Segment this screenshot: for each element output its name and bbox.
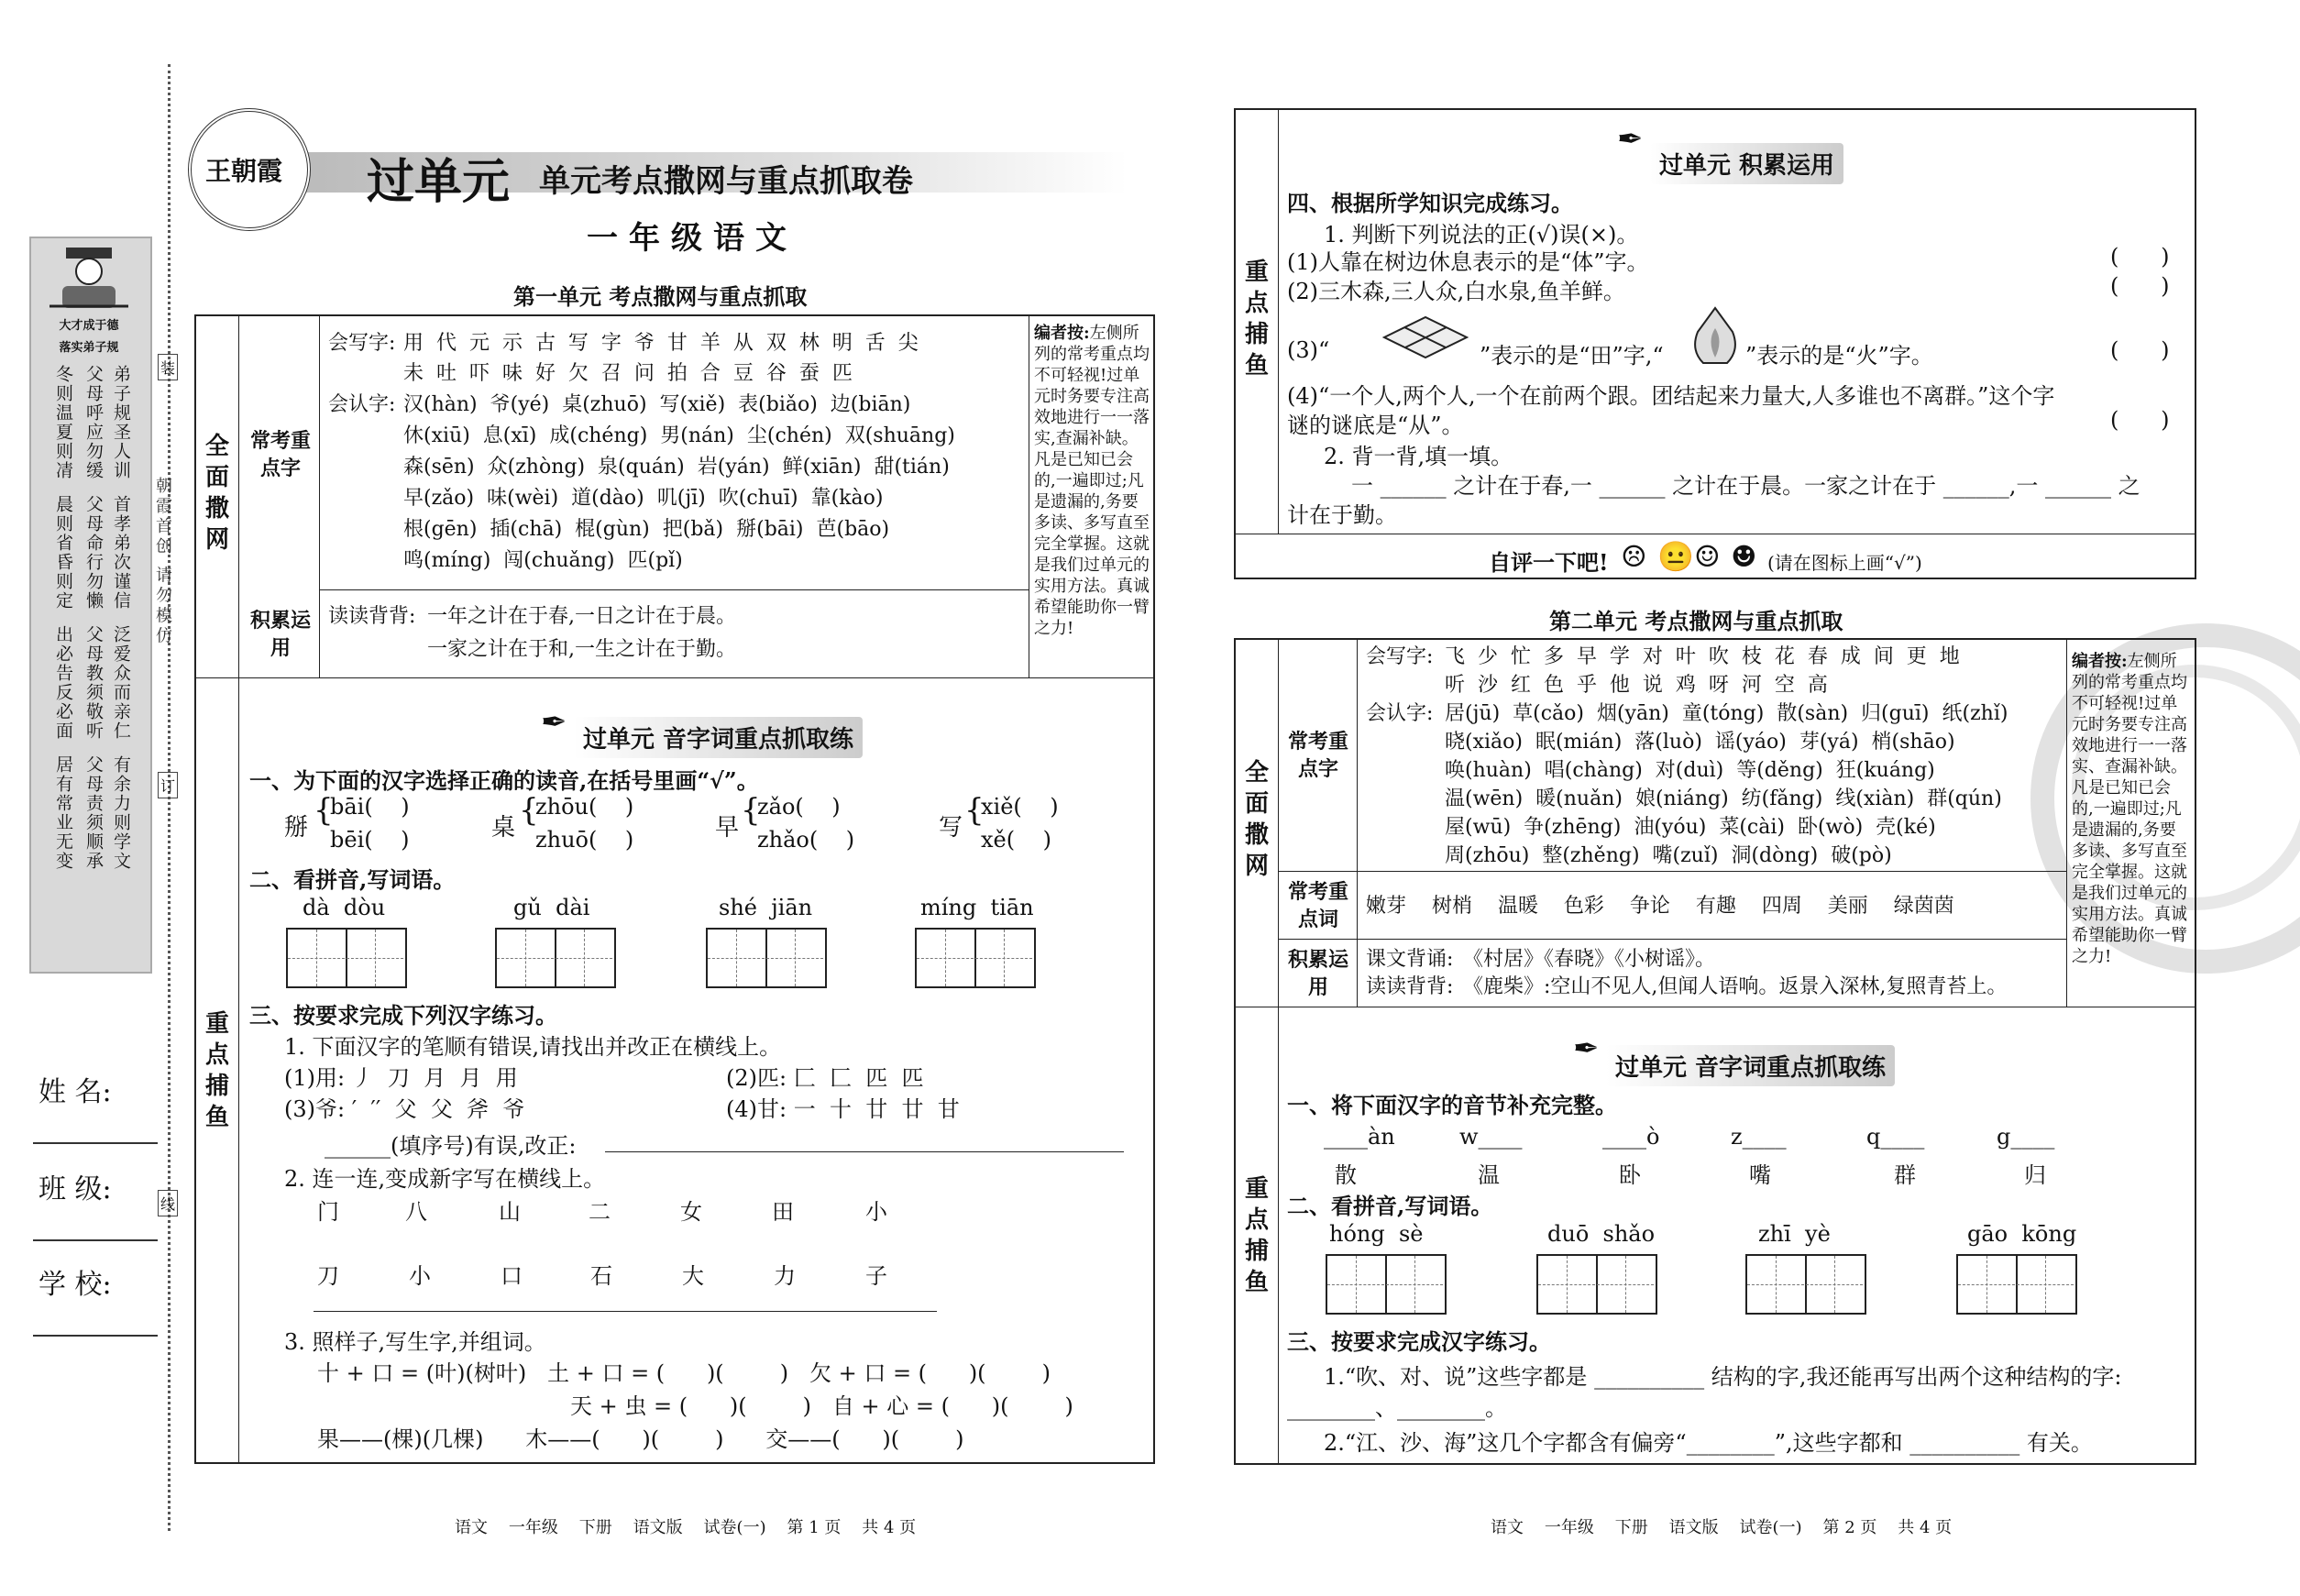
unit1-read-line: 根(gēn) 插(chā) 棍(gùn) 把(bǎ) 掰(bāi) 芭(bāo) [403, 518, 890, 541]
unit1-col-all: 全面撒网 [204, 433, 229, 554]
right-col-focus: 重点捕鱼 [1244, 259, 1269, 380]
connect-char[interactable]: 八 [405, 1199, 427, 1225]
motto-col: 居有常业无变 [53, 755, 73, 871]
banner-title-main: 过单元 [367, 154, 511, 210]
pinyin-blank[interactable]: ____àn [1324, 1124, 1395, 1150]
q3-1e: ______(填序号)有误,改正: [325, 1133, 577, 1159]
q3-3-line: 天 + 虫 = ( )( ) 自 + 心 = ( )( ) [570, 1393, 1073, 1419]
q1-option[interactable]: zhuō( ) [535, 827, 634, 853]
q4: 四、根据所学知识完成练习。 [1287, 190, 1573, 216]
q3-1: 1. 下面汉字的笔顺有错误,请找出并改正在横线上。 [284, 1034, 782, 1060]
divider [1278, 638, 1279, 1463]
footer-left: 语文 一年级 下册 语文版 试卷(一) 第 1 页 共 4 页 [455, 1518, 917, 1537]
unit1-q3: 三、按要求完成下列汉字练习。 [249, 1002, 557, 1029]
selfcheck-label: 自评一下吧! [1489, 549, 1609, 576]
motto-col: 父母呼应勿缓 [83, 365, 104, 480]
divider [238, 314, 239, 1462]
connect-char[interactable]: 女 [680, 1199, 702, 1225]
pinyin-blank[interactable]: z____ [1731, 1124, 1787, 1150]
unit2-q3-1: 1.“吹、对、说”这些字都是 __________ 结构的字,我还能再写出两个这种结构的字: [1324, 1364, 2122, 1390]
connect-char[interactable]: 石 [590, 1263, 612, 1289]
motto-col: 父母教须敬听 [83, 625, 104, 741]
pinyin-blank[interactable]: w____ [1459, 1124, 1523, 1150]
q1-char: 嘴 [1749, 1162, 1771, 1188]
q2-pinyin: hóng sè [1329, 1221, 1424, 1247]
connect-char[interactable]: 小 [409, 1263, 431, 1289]
banner-title [367, 143, 510, 212]
writing-grid[interactable] [1326, 1254, 1447, 1315]
q2-pinyin: gāo kōng [1967, 1221, 2077, 1247]
motto-col: 弟子规圣人训 [111, 365, 131, 480]
pinyin-blank[interactable]: q____ [1866, 1124, 1925, 1150]
q1-option[interactable]: bāi( ) [330, 794, 410, 820]
q1-char: 掰 [284, 814, 309, 842]
motto-title-2: 落实弟子规 [59, 341, 119, 355]
q4-1a: (1)人靠在树边休息表示的是“体”字。 [1287, 249, 1649, 275]
answer-line[interactable] [314, 1311, 937, 1312]
unit1-read-line: 休(xiū) 息(xī) 成(chéng) 男(nán) 尘(chén) 双(shuāng) [403, 424, 955, 447]
connect-char[interactable]: 二 [589, 1199, 611, 1225]
q2-pinyin: míng tiān [920, 895, 1034, 920]
unit1-recite-line: 一年之计在于春,一日之计在于晨。 [427, 605, 736, 628]
q1-option[interactable]: xě( ) [981, 827, 1051, 853]
unit2-kw-label: 课文背诵: [1366, 948, 1454, 971]
note-head: 编者按: [1034, 324, 1090, 343]
unit2-dd: 《鹿柴》:空山不见人,但闻人语响。返景入深林,复照青苔上。 [1463, 975, 2008, 998]
q4-2b: 计在于勤。 [1287, 502, 1397, 528]
writing-grid[interactable] [1745, 1254, 1866, 1315]
unit2-dd-label: 读读背背: [1366, 975, 1454, 998]
name-field[interactable] [33, 1142, 158, 1144]
divider [1278, 939, 2066, 940]
unit2-q3-2: 2.“江、沙、海”这几个字都含有偏旁“________”,这些字都和 __________ 有关。 [1324, 1430, 2093, 1456]
brace-icon: { [741, 792, 761, 829]
grade-title: 一年级语文 [587, 220, 798, 257]
unit2-write-line: 飞 少 忙 多 早 学 对 叶 吹 枝 花 春 成 间 更 地 [1445, 645, 1960, 668]
binding-seal: 订 [158, 772, 178, 798]
q1-char: 桌 [491, 814, 516, 842]
note-head: 编者按: [2072, 652, 2128, 671]
connect-char[interactable]: 刀 [317, 1263, 339, 1289]
quill-icon: ✒ [1573, 1030, 1600, 1067]
unit2-q3-1b[interactable]: ________、________。 [1287, 1395, 1507, 1421]
connect-char[interactable]: 小 [865, 1199, 887, 1225]
class-field[interactable] [33, 1239, 158, 1241]
brace-icon: { [964, 792, 985, 829]
writing-grid[interactable] [1536, 1254, 1657, 1315]
unit2-read-line: 居(jū) 草(cǎo) 烟(yān) 童(tóng) 散(sàn) 归(guī) 纸(zhǐ) [1445, 702, 2008, 725]
smile-face-icon[interactable]: ☺ [1694, 539, 1721, 574]
brace-icon: { [519, 792, 539, 829]
divider [1357, 638, 1358, 1007]
unit2-col-focus: 重点捕鱼 [1244, 1175, 1269, 1296]
unit2-title: 第二单元 考点撒网与重点抓取 [1549, 608, 1843, 634]
unit1-read-label: 会认字: [328, 393, 396, 416]
selfcheck-note: (请在图标上画“√”) [1767, 552, 1922, 574]
q2-pinyin: duō shǎo [1547, 1221, 1656, 1247]
motto-col: 泛爱众而亲仁 [111, 625, 131, 741]
connect-char[interactable]: 门 [317, 1199, 339, 1225]
unit2-read-line: 唤(huàn) 唱(chàng) 对(duì) 等(děng) 狂(kuáng) [1445, 759, 1935, 782]
q1-option[interactable]: xiě( ) [981, 794, 1059, 820]
unit2-row3-label: 积累运用 [1287, 948, 1348, 999]
q3-3: 3. 照样子,写生字,并组词。 [284, 1329, 546, 1355]
q1-option[interactable]: zhōu( ) [535, 794, 634, 820]
unit2-q3: 三、按要求完成汉字练习。 [1287, 1328, 1551, 1355]
q2-pinyin: zhī yè [1758, 1221, 1831, 1247]
judge-paren[interactable]: ( ) [2110, 244, 2170, 270]
scholar-illustration-icon [44, 246, 134, 310]
unit1-q1: 一、为下面的汉字选择正确的读音,在括号里画“√”。 [249, 767, 759, 794]
q1-char: 卧 [1619, 1162, 1641, 1188]
judge-paren[interactable]: ( ) [2110, 273, 2170, 299]
fire-pictograph-icon [1687, 304, 1744, 369]
unit1-write-label: 会写字: [328, 332, 396, 355]
unit2-read-line: 屋(wū) 争(zhēng) 油(yóu) 菜(cài) 卧(wò) 壳(ké) [1445, 816, 1936, 839]
unit1-read-line: 鸣(míng) 闯(chuǎng) 匹(pǐ) [403, 549, 683, 572]
q3-1c: (3)爷: ′ ′′ 父 父 斧 爷 [284, 1096, 525, 1122]
connect-char[interactable]: 口 [501, 1263, 523, 1289]
unit1-read-line: 汉(hàn) 爷(yé) 桌(zhuō) 写(xiě) 表(biǎo) 边(biān) [403, 393, 911, 416]
neutral-face-icon[interactable]: 😐 [1657, 539, 1694, 574]
q1-char: 散 [1335, 1162, 1357, 1188]
sad-face-icon[interactable]: ☹ [1621, 539, 1647, 574]
writing-grid[interactable] [495, 928, 616, 988]
connect-char[interactable]: 大 [682, 1263, 704, 1289]
q3-3-line: 十 + 口 = (叶)(树叶) 土 + 口 = ( )( ) 欠 + 口 = ( )( ) [317, 1360, 1051, 1386]
unit2-write-line: 听 沙 红 色 乎 他 说 鸡 呀 河 空 高 [1445, 674, 1828, 697]
unit1-write-line: 用 代 元 示 古 写 字 爷 甘 羊 从 双 林 明 舌 尖 [403, 332, 919, 355]
banner-subtitle: 单元考点撒网与重点抓取卷 [539, 163, 913, 200]
writing-grid[interactable] [1956, 1254, 2077, 1315]
unit2-row2-label: 常考重点词 [1287, 880, 1348, 931]
unit2-editor-note [2072, 651, 2187, 967]
unit2-col-all: 全面撒网 [1244, 759, 1269, 880]
unit1-col-focus: 重点捕鱼 [204, 1010, 229, 1131]
note-body: 左侧所列的常考重点均不可轻视!过单元时务要专注高效地进行一一落实,查漏补缺。凡是已知已会的,一遍即过;凡是遗漏的,务要多读、多写直至完全掌握。这就是我们过单元的实用方法。真诚希望能助你一臂之力! [1034, 324, 1150, 638]
q4-2: 2. 背一背,填一填。 [1324, 444, 1513, 469]
q4-1: 1. 判断下列说法的正(√)误(×)。 [1324, 222, 1639, 248]
q3-1d: (4)甘: 一 十 廿 廿 甘 [726, 1096, 960, 1122]
q4-1d: (4)“一个人,两个人,一个在前两个跟。团结起来力量大,人多谁也不离群。”这个字 [1287, 383, 2055, 409]
unit1-editor-note [1034, 323, 1150, 639]
unit2-write-label: 会写字: [1366, 645, 1434, 668]
logo-text: 王朝霞 [205, 156, 283, 186]
q4-1d2: 谜的谜底是“从”。 [1287, 413, 1464, 438]
quill-icon: ✒ [541, 704, 567, 741]
q4-1c-a: (3)“ [1287, 337, 1330, 363]
q1-char: 温 [1478, 1162, 1500, 1188]
school-field[interactable] [33, 1335, 158, 1337]
unit1-recite-label: 读读背背: [328, 605, 416, 628]
motto-col: 父母命行勿懒 [83, 495, 104, 611]
pinyin-blank[interactable]: ____ò [1602, 1124, 1660, 1150]
unit1-recite-line: 一家之计在于和,一生之计在于勤。 [427, 638, 736, 661]
divider [1278, 871, 2066, 872]
unit2-read-label: 会认字: [1366, 702, 1434, 725]
q1-char: 早 [715, 814, 740, 842]
judge-paren[interactable]: ( ) [2110, 337, 2170, 363]
unit2-read-line: 温(wēn) 暖(nuǎn) 娘(niáng) 纺(fǎng) 线(xiàn) 群(qún) [1445, 787, 2002, 810]
q4-2a: 一 ______ 之计在于春,一 ______ 之计在于晨。一家之计在于 ______,一 ______ 之 [1351, 473, 2140, 499]
connect-char[interactable]: 力 [774, 1263, 796, 1289]
unit1-write-line: 未 吐 吓 味 好 欠 召 问 拍 合 豆 谷 蚕 匹 [403, 362, 853, 385]
q4-1c-c: ”表示的是“火”字。 [1745, 343, 1933, 369]
unit2-section-tag: 过单元 音字词重点抓取练 [1606, 1045, 1895, 1086]
unit1-row1-label: 常考重点字 [249, 429, 311, 480]
field-pictograph-icon [1375, 312, 1476, 363]
unit1-read-line: 森(sēn) 众(zhòng) 泉(quán) 岩(yán) 鲜(xiān) 甜(tián) [403, 456, 950, 479]
judge-paren[interactable]: ( ) [2110, 407, 2170, 433]
happy-face-icon[interactable]: ☻ [1731, 539, 1757, 574]
unit1-section-tag: 过单元 音字词重点抓取练 [574, 717, 863, 758]
q4-1b: (2)三木森,三人众,白水泉,鱼羊鲜。 [1287, 279, 1625, 304]
q1-option[interactable]: bēi( ) [330, 827, 410, 853]
unit1-q2: 二、看拼音,写词语。 [249, 866, 456, 893]
writing-grid[interactable] [915, 928, 1036, 988]
divider [1278, 108, 1279, 534]
q3-1a: (1)用: 丿 刀 月 月 用 [284, 1065, 518, 1091]
unit2-q1: 一、将下面汉字的音节补充完整。 [1287, 1092, 1617, 1118]
q2-pinyin: gǔ dài [513, 895, 590, 920]
divider [194, 677, 1153, 678]
connect-char[interactable]: 子 [865, 1263, 887, 1289]
unit1-title: 第一单元 考点撒网与重点抓取 [513, 283, 808, 310]
q1-char: 写 [939, 814, 963, 842]
q1-char: 群 [1894, 1162, 1916, 1188]
connect-char[interactable]: 山 [499, 1199, 521, 1225]
unit2-kw: 《村居》《春晓》《小树谣》。 [1463, 948, 1716, 971]
name-label: 姓 名: [39, 1076, 112, 1108]
divider [319, 314, 320, 677]
connect-char[interactable]: 田 [772, 1199, 794, 1225]
unit2-q2: 二、看拼音,写词语。 [1287, 1193, 1493, 1219]
q2-pinyin: shé jiān [719, 895, 813, 920]
footer-right: 语文 一年级 下册 语文版 试卷(一) 第 2 页 共 4 页 [1491, 1518, 1953, 1537]
quill-icon: ✒ [1617, 121, 1644, 158]
motto-col: 出必告反必面 [53, 625, 73, 741]
unit2-words: 嫩芽 树梢 温暖 色彩 争论 有趣 四周 美丽 绿茵茵 [1366, 895, 1954, 918]
motto-col: 冬则温夏则凊 [53, 365, 73, 480]
motto-col: 有余力则学文 [111, 755, 131, 871]
motto-col: 父母责须顺承 [83, 755, 104, 871]
q2-pinyin: dà dòu [303, 895, 386, 920]
q3-2: 2. 连一连,变成新字写在横线上。 [284, 1166, 606, 1192]
pinyin-blank[interactable]: g____ [1997, 1124, 2055, 1150]
q4-1c-b: ”表示的是“田”字,“ [1480, 343, 1664, 369]
divider [319, 589, 1029, 590]
divider [2066, 638, 2067, 1007]
unit1-read-line: 早(zǎo) 味(wèi) 道(dào) 叽(jī) 吹(chuī) 靠(kào) [403, 487, 884, 510]
binding-seal: 线 [158, 1190, 178, 1216]
binding-seal: 装 [158, 354, 178, 380]
unit2-read-line: 周(zhōu) 整(zhěng) 嘴(zuǐ) 洞(dòng) 破(pò) [1445, 844, 1892, 867]
q1-char: 归 [2024, 1162, 2046, 1188]
class-label: 班 级: [39, 1173, 112, 1205]
vertical-note: 朝霞首创 请勿模仿 [153, 477, 172, 647]
q3-3-line: 果——(棵)(几棵) 木——( )( ) 交——( )( ) [317, 1426, 964, 1452]
unit2-row1-label: 常考重点字 [1287, 730, 1348, 781]
q1-option[interactable]: zǎo( ) [757, 794, 841, 820]
right-section-tag: 过单元 积累运用 [1650, 143, 1843, 184]
unit1-row2-label: 积累运用 [249, 609, 311, 660]
motto-col: 首孝弟次谨信 [111, 495, 131, 611]
q1-option[interactable]: zhǎo( ) [757, 827, 855, 853]
note-body: 左侧所列的常考重点均不可轻视!过单元时务要专注高效地进行一一落实、查漏补缺。凡是已知已会的,一遍即过;凡是遗漏的,务要多读、多写直至完全掌握。这就是我们过单元的实用方法。真诚希望能助你一臂之力! [2072, 652, 2187, 966]
writing-grid[interactable] [286, 928, 407, 988]
motto-col: 晨则省昏则定 [53, 495, 73, 611]
answer-line[interactable] [605, 1151, 1124, 1152]
unit2-read-line: 晓(xiǎo) 眠(mián) 落(luò) 谣(yáo) 芽(yá) 梢(shāo) [1445, 731, 1955, 754]
motto-title-1: 大才成于德 [59, 319, 119, 333]
school-label: 学 校: [39, 1269, 112, 1301]
q3-1b: (2)匹: 匚 匚 匹 匹 [726, 1065, 924, 1091]
brace-icon: { [314, 792, 334, 829]
writing-grid[interactable] [706, 928, 827, 988]
